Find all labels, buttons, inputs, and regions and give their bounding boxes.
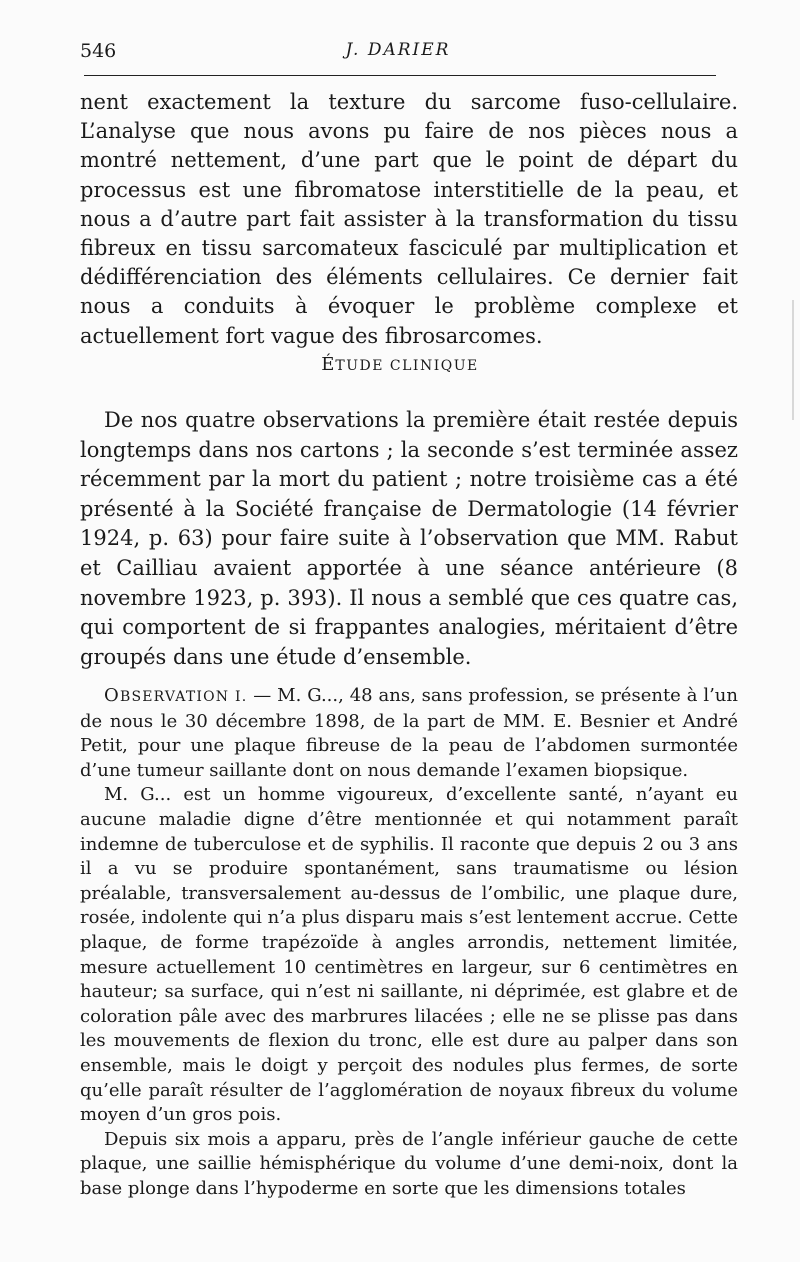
paragraph: De nos quatre observations la première était restée depuis longtemps dans nos cartons ; la seconde s’est terminée assez récemment par la mort du patient ; notre troisième cas a été présenté à la Société française de Dermatologie (14 février 1924, p. 63) pour faire suite à l’observation que MM. Rabut et Cailliau avaient apportée à une séance antérieure (8 novembre 1923, p. 393). Il nous a semblé que ces quatre cas, qui comportent de si frappantes analogies, méritaient d’être groupés dans une étude d’ensemble. <box>80 408 738 669</box>
page-number: 546 <box>80 40 117 62</box>
page-header <box>80 40 716 68</box>
paragraph: Depuis six mois a apparu, près de l’angle inférieur gauche de cette plaque, une saillie hémisphérique du volume d’une demi-noix, dont la base plonge dans l’hypoderme en sorte que les dimensions totales <box>80 1128 738 1199</box>
paragraph: M. G... est un homme vigoureux, d’excellente santé, n’ayant eu aucune maladie digne d’être mentionnée et qui notamment paraît indemne de tuberculose et de syphilis. Il raconte que depuis 2 ou 3 ans il a vu se produire spontanément, sans traumatisme ou lésion préalable, transversalement au-dessus de l’ombilic, une plaque dure, rosée, indolente qui n’a plus disparu mais s’est lentement accrue. Cette plaque, de forme trapézoïde à angles arrondis, nettement limitée, mesure actuellement 10 centimètres en largeur, sur 6 centimètres en hauteur; sa surface, qui n’est ni saillante, ni déprimée, est glabre et de coloration pâle avec des marbrures lilacées ; elle ne se plisse pas dans les mouvements de flexion du tronc, elle est dure au palper dans son ensemble, mais le doigt y perçoit des nodules plus fermes, de sorte qu’elle paraît résulter de l’agglomération de noyaux fibreux du volume moyen d’un gros pois. <box>80 784 738 1126</box>
observation-label: OBSERVATION I. <box>104 685 248 706</box>
observation-intro-text: — M. G..., 48 ans, sans profession, se présente à l’un de nous le 30 décembre 1898, de la part de MM. E. Besnier et André Petit, pour une plaque fibreuse de la peau de l’abdomen surmontée d’une tumeur saillante dont on nous demande l’examen biopsique. <box>80 685 738 781</box>
intro-text-block <box>80 88 738 351</box>
scan-margin-shadow <box>792 300 794 420</box>
section-title <box>0 354 800 375</box>
observation-first-paragraph <box>80 684 738 783</box>
header-rule <box>84 75 716 76</box>
section-title-rest: TUDE CLINIQUE <box>335 358 479 374</box>
paragraph: nent exactement la texture du sarcome fuso-cellulaire. L’analyse que nous avons pu faire de nos pièces nous a montré nettement, d’une part que le point de départ du processus est une fibromatose interstitielle de la peau, et nous a d’autre part fait assister à la transformation du tissu fibreux en tissu sarcomateux fasciculé par multiplication et dédifférenciation des éléments cellulaires. Ce dernier fait nous a conduits à évoquer le problème complexe et actuellement fort vague des fibrosarcomes. <box>80 90 738 348</box>
clinical-text-block <box>80 406 738 672</box>
section-title-initial: É <box>321 354 336 375</box>
observation-block <box>80 684 738 1201</box>
running-head: J. DARIER <box>345 40 451 60</box>
